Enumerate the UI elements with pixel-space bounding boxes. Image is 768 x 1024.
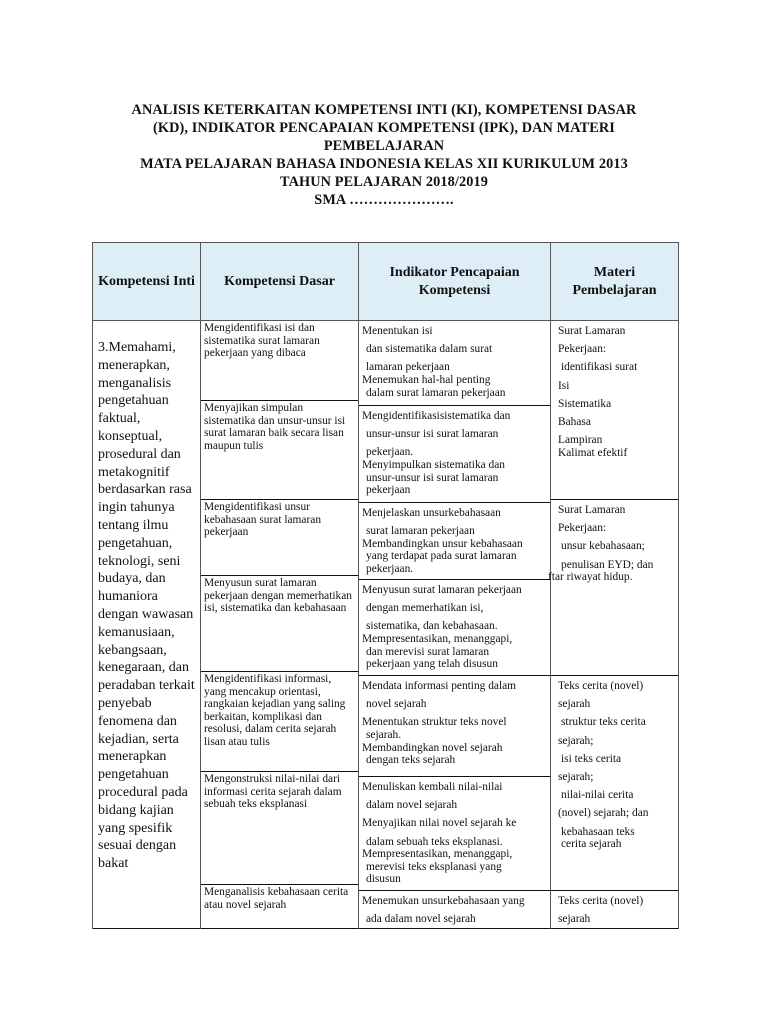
title-line: PEMBELAJARAN xyxy=(323,138,445,154)
kompetensi-inti-text: 3.Memahami, menerapkan, menganalisis pengetahuan faktual, konseptual, prosedural dan metakognitif berdasarkan rasa ingin tahunya tentang ilmu pengetahuan, teknologi, seni budaya, dan humaniora dengan wawasan kemanusiaan, kebangsaan, kenegaraan, dan peradaban terkait penyebab fenomena dan kejadian, serta menerapkan pengetahuan procedural pada bidang kajian yang spesifik sesuai dengan bakat xyxy=(98,340,195,872)
table-header-row xyxy=(93,243,679,321)
kd-cell: Menganalisis kebahasaan cerita atau novel sejarah xyxy=(201,884,358,928)
year-line: TAHUN PELAJARAN 2018/2019 xyxy=(280,174,488,190)
kd-cell: Mengidentifikasi informasi, yang mencakup orientasi, rangkaian kejadian yang saling berkaitan, komplikasi dan resolusi, dalam cerita sejarah lisan atau tulis xyxy=(201,671,358,771)
subject-line: MATA PELAJARAN BAHASA INDONESIA KELAS XII KURIKULUM 2013 xyxy=(140,156,628,172)
materi-cell: Surat Lamaran Pekerjaan: unsur kebahasaan; penulisan EYD; dan ftar riwayat hidup. xyxy=(551,499,678,675)
header-indikator: Indikator Pencapaian Kompetensi xyxy=(359,243,551,321)
ipk-cell: Menentukan isi dan sistematika dalam surat lamaran pekerjaan Menemukan hal-hal penting dalam surat lamaran pekerjaan xyxy=(362,325,506,399)
kd-cell: Mengidentifikasi unsur kebahasaan surat lamaran pekerjaan xyxy=(201,499,358,575)
title-line: ANALISIS KETERKAITAN KOMPETENSI INTI (KI), KOMPETENSI DASAR xyxy=(131,102,637,118)
materi-cell: Teks cerita (novel) sejarah struktur teks cerita sejarah; isi teks cerita sejarah; nilai-nilai cerita (novel) sejarah; dan kebahasaan teks cerita sejarah xyxy=(551,675,678,890)
header-kompetensi-inti: Kompetensi Inti xyxy=(93,243,201,321)
materi-cell: Teks cerita (novel) sejarah xyxy=(551,890,678,928)
ipk-cell: Menuliskan kembali nilai-nilai dalam novel sejarah Menyajikan nilai novel sejarah ke dalam sebuah teks eksplanasi. Mempresentasikan, menanggapi, merevisi teks eksplanasi yang disusun xyxy=(359,776,550,890)
ipk-cell: Mendata informasi penting dalam novel sejarah Menentukan struktur teks novel sejarah. Membandingkan novel sejarah dengan teks sejarah xyxy=(359,675,550,776)
header-kompetensi-dasar: Kompetensi Dasar xyxy=(201,243,359,321)
materi-cell: Surat Lamaran Pekerjaan: identifikasi surat Isi Sistematika Bahasa Lampiran Kalimat efektif xyxy=(558,325,638,459)
kd-cell: Menyusun surat lamaran pekerjaan dengan memerhatikan isi, sistematika dan kebahasaan xyxy=(201,575,358,671)
school-line: SMA …………………. xyxy=(314,192,454,208)
ipk-cell: Menemukan unsurkebahasaan yang ada dalam novel sejarah xyxy=(359,890,550,928)
header-materi: Materi Pembelajaran xyxy=(551,243,679,321)
title-line: (KD), INDIKATOR PENCAPAIAN KOMPETENSI (IPK), DAN MATERI xyxy=(153,120,615,136)
ipk-cell: Menjelaskan unsurkebahasaan surat lamaran pekerjaan Membandingkan unsur kebahasaan yang terdapat pada surat lamaran pekerjaan. xyxy=(359,502,550,579)
ipk-cell: Menyusun surat lamaran pekerjaan dengan memerhatikan isi, sistematika, dan kebahasaan. Mempresentasikan, menanggapi, dan merevisi surat lamaran pekerjaan yang telah disusun xyxy=(359,579,550,675)
analysis-table xyxy=(92,242,679,929)
kd-cell: Menyajikan simpulan sistematika dan unsur-unsur isi surat lamaran baik secara lisan maupun tulis xyxy=(201,400,358,499)
document-title xyxy=(0,101,768,209)
kd-cell: Mengidentifikasi isi dan sistematika surat lamaran pekerjaan yang dibaca xyxy=(204,322,320,360)
kd-cell: Mengonstruksi nilai-nilai dari informasi cerita sejarah dalam sebuah teks eksplanasi xyxy=(201,771,358,884)
ipk-cell: Mengidentifikasisistematika dan unsur-unsur isi surat lamaran pekerjaan. Menyimpulkan sistematika dan unsur-unsur isi surat lamaran pekerjaan xyxy=(359,405,550,502)
table-row xyxy=(93,321,679,929)
